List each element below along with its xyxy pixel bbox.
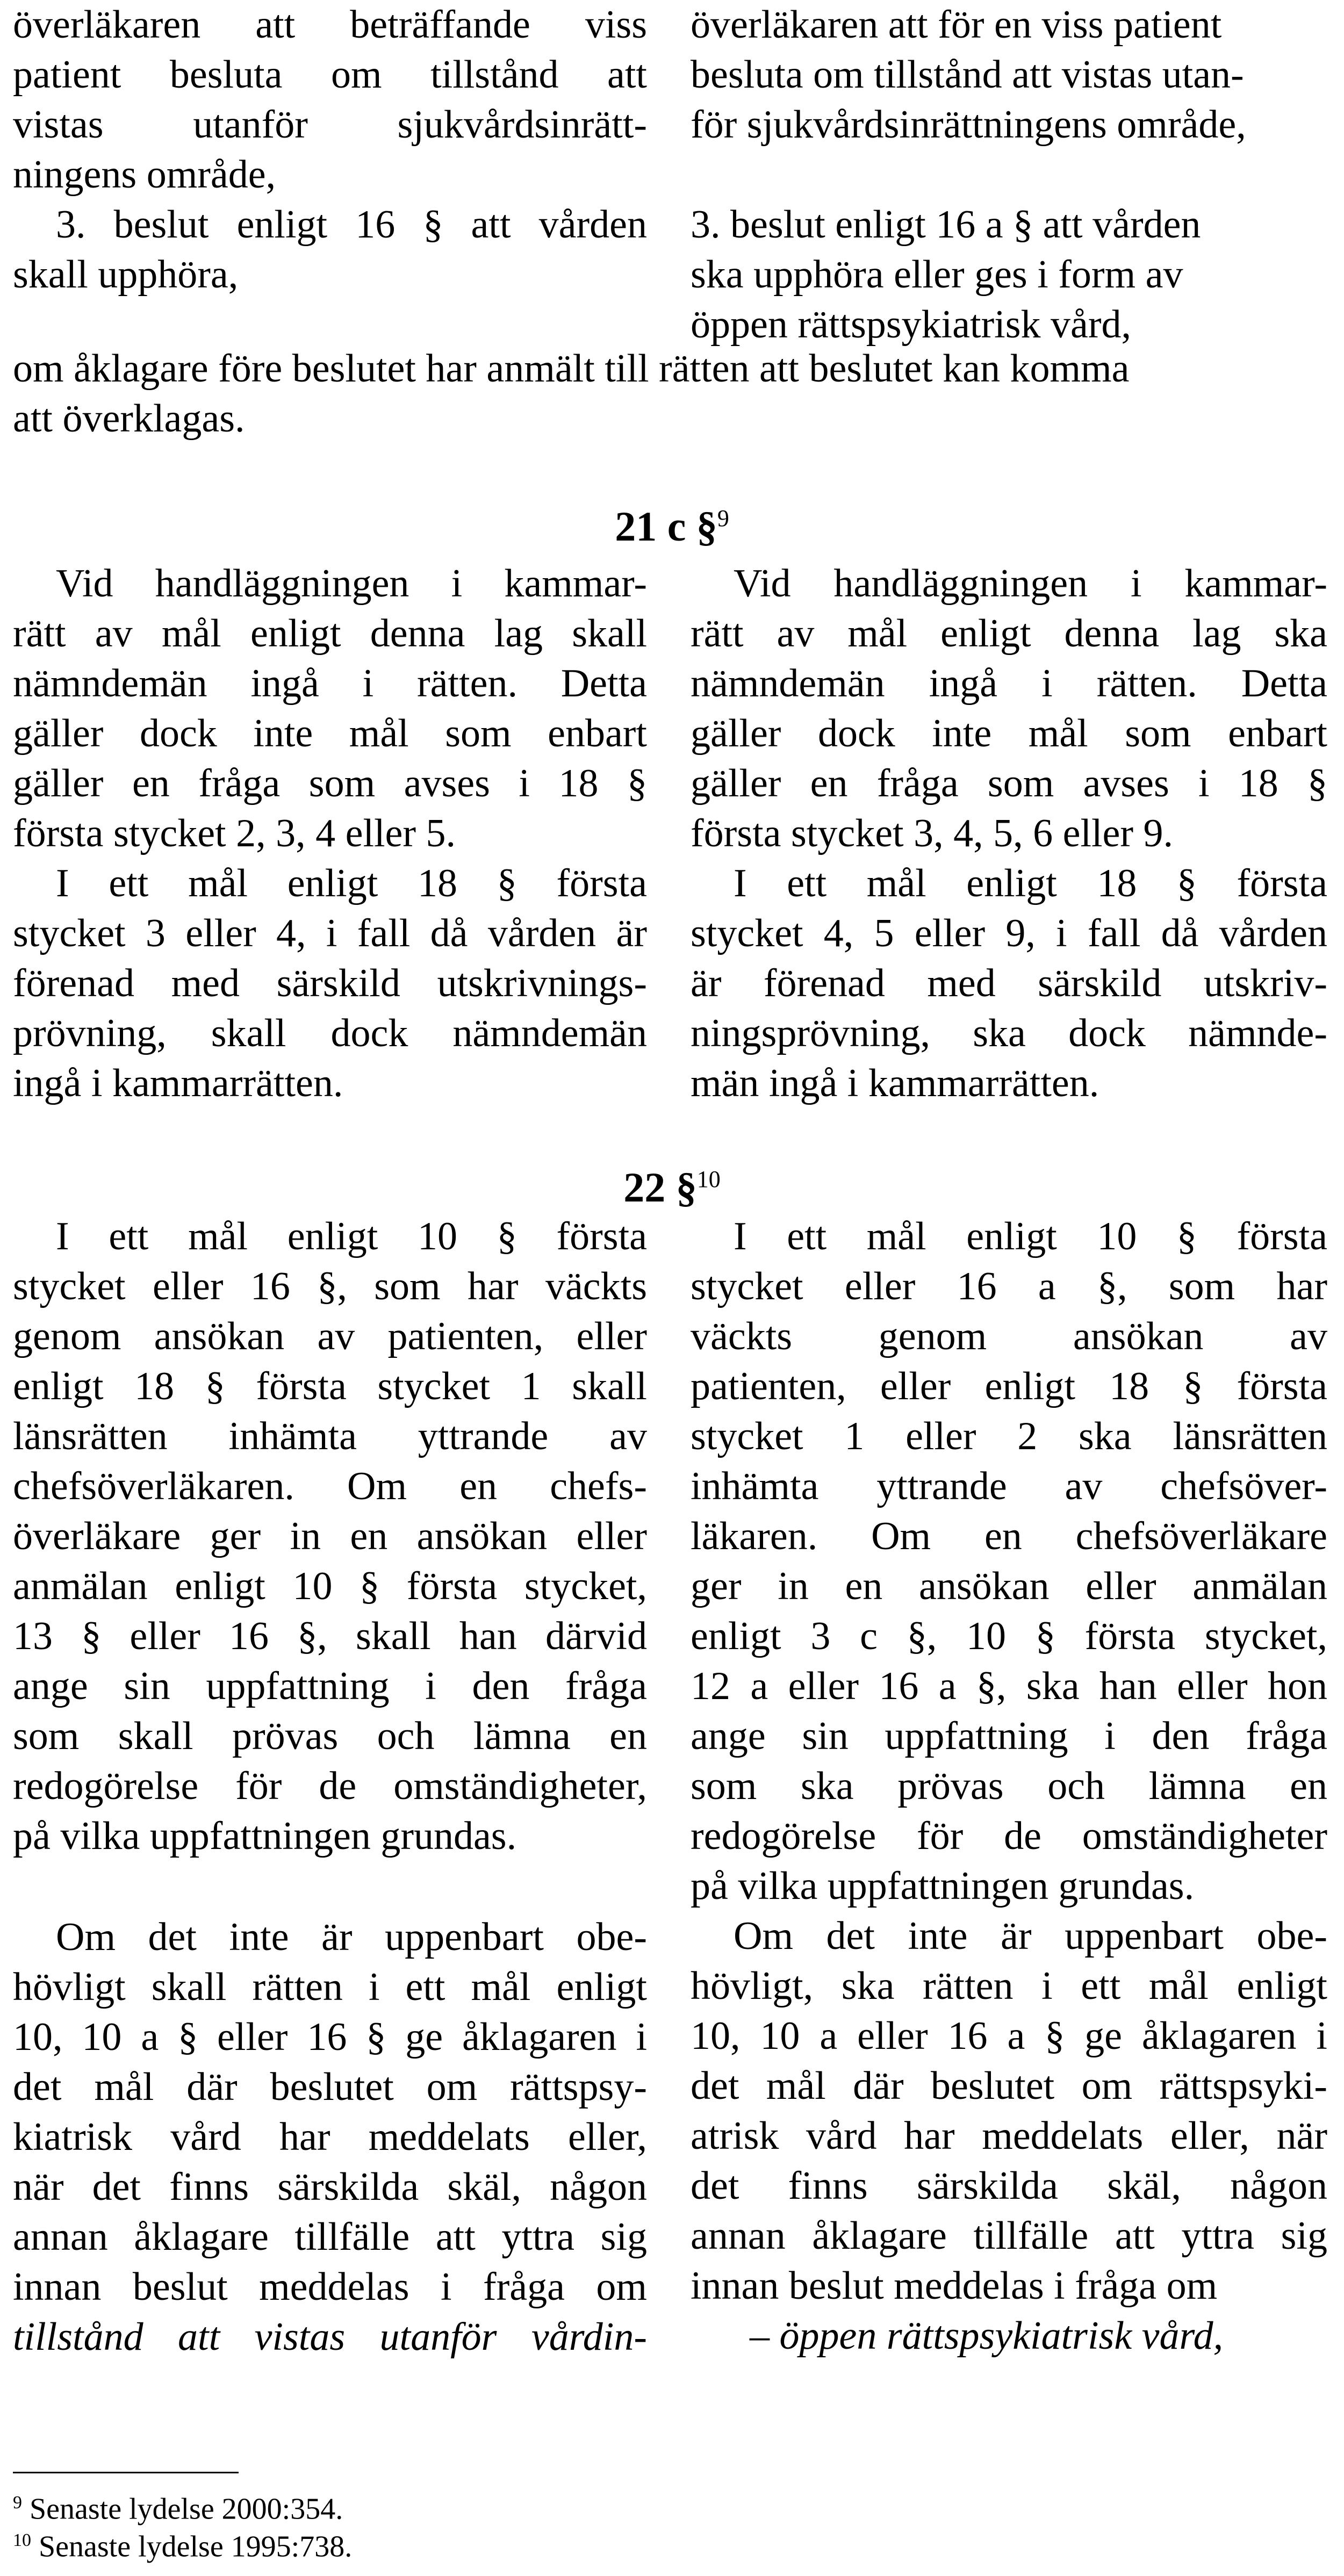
text-line: redogörelse för de omständigheter [691,1814,1327,1858]
text-line: män ingå i kammarrätten. [691,1061,1099,1105]
text-line: 3. beslut enligt 16 § att vården [56,203,647,247]
text-line: anmälan enligt 10 § första stycket, [13,1564,647,1608]
text-line: väckts genom ansökan av [691,1314,1327,1358]
text-line: Vid handläggningen i kammar- [734,562,1327,606]
footnote-text: Senaste lydelse 1995:738. [39,2530,353,2564]
text-line: hövligt skall rätten i ett mål enligt [13,1965,647,2009]
footnote-text: Senaste lydelse 2000:354. [30,2492,343,2526]
text-line: annan åklagare tillfälle att yttra sig [691,2214,1327,2258]
text-line: det mål där beslutet om rättspsy- [13,2065,647,2109]
text-line: rätt av mål enligt denna lag ska [691,611,1327,656]
text-line: gäller en fråga som avses i 18 § [13,761,647,805]
footnote-number: 9 [13,2493,22,2513]
text-line: att överklagas. [13,397,245,441]
section-heading-22 [0,1163,1344,1212]
text-line: I ett mål enligt 18 § första [734,861,1327,905]
text-line: läkaren. Om en chefsöverläkare [691,1514,1327,1558]
text-line: på vilka uppfattningen grundas. [691,1864,1195,1908]
text-line: gäller dock inte mål som enbart [13,711,647,755]
text-line: skall upphöra, [13,253,239,297]
text-line: stycket 4, 5 eller 9, i fall då vården [691,911,1327,955]
block1-full-width-text [13,344,1324,444]
text-line: överläkare ger in en ansökan eller [13,1514,647,1558]
text-line: länsrätten inhämta yttrande av [13,1414,647,1458]
text-line: innan beslut meddelas i fråga om [691,2264,1218,2308]
text-line: ingå i kammarrätten. [13,1061,343,1105]
section22-right-column [691,1212,1327,2361]
text-line: I ett mål enligt 10 § första [56,1214,647,1258]
text-line: ningsprövning, ska dock nämnde- [691,1011,1327,1055]
text-line: om åklagare före beslutet har anmält till rätten att beslutet kan komma [13,347,1130,391]
text-line: hövligt, ska rätten i ett mål enligt [691,1964,1327,2008]
text-line: besluta om tillstånd att vistas utan- [691,53,1244,97]
text-line: 3. beslut enligt 16 a § att vården [691,203,1201,247]
text-line: enligt 3 c §, 10 § första stycket, [691,1614,1327,1658]
text-line: tillstånd att vistas utanför vårdin- [13,2315,647,2359]
text-line: ange sin uppfattning i den fråga [691,1714,1327,1758]
text-line: stycket 1 eller 2 ska länsrätten [691,1414,1327,1458]
text-line: för sjukvårdsinrättningens område, [691,103,1246,147]
footnote [13,2523,352,2565]
text-line: rätt av mål enligt denna lag skall [13,611,647,656]
text-line: enligt 18 § första stycket 1 skall [13,1364,647,1408]
text-line: är förenad med särskild utskriv- [691,961,1327,1005]
footnote [13,2485,343,2527]
text-line: 10, 10 a § eller 16 § ge åklagaren i [13,2015,647,2059]
text-line: chefsöverläkaren. Om en chefs- [13,1464,647,1508]
text-line: patienten, eller enligt 18 § första [691,1364,1327,1408]
text-line: det finns särskilda skäl, någon [691,2164,1327,2208]
footnote-number: 10 [13,2530,31,2550]
text-line: ger in en ansökan eller anmälan [691,1564,1327,1608]
text-line: nämndemän ingå i rätten. Detta [691,661,1327,706]
text-line: prövning, skall dock nämndemän [13,1011,647,1055]
text-line: ska upphöra eller ges i form av [691,253,1183,297]
text-line: redogörelse för de omständigheter, [13,1764,647,1808]
section22-left-column [13,1212,647,2362]
block1-right-column [691,0,1327,350]
section-title: 21 c § [615,503,717,550]
text-line: första stycket 3, 4, 5, 6 eller 9. [691,811,1174,855]
text-line: genom ansökan av patienten, eller [13,1314,647,1358]
text-line: öppen rättspsykiatrisk vård, [691,303,1131,347]
text-line: när det finns särskilda skäl, någon [13,2165,647,2209]
section21c-left-column [13,559,647,1109]
text-line: första stycket 2, 3, 4 eller 5. [13,811,456,855]
text-line: stycket eller 16 §, som har väckts [13,1264,647,1308]
text-line: 12 a eller 16 a §, ska han eller hon [691,1664,1327,1708]
text-line: stycket eller 16 a §, som har [691,1264,1327,1308]
text-line: som ska prövas och lämna en [691,1764,1327,1808]
text-line: Om det inte är uppenbart obe- [734,1914,1327,1958]
text-line: gäller dock inte mål som enbart [691,711,1327,755]
footnote-ref: 9 [717,505,729,531]
text-line: atrisk vård har meddelats eller, när [691,2114,1327,2158]
text-line: I ett mål enligt 18 § första [56,861,647,905]
text-line: ange sin uppfattning i den fråga [13,1664,647,1708]
text-line: nämndemän ingå i rätten. Detta [13,661,647,706]
block1-left-column [13,0,647,300]
section-heading-21c [0,502,1344,551]
footnote-ref: 10 [696,1166,721,1192]
section21c-right-column [691,559,1327,1109]
text-line: överläkaren att beträffande viss [13,3,647,47]
text-line: patient besluta om tillstånd att [13,53,647,97]
text-line: Vid handläggningen i kammar- [56,562,647,606]
text-line: överläkaren att för en viss patient [691,3,1222,47]
text-line: förenad med särskild utskrivnings- [13,961,647,1005]
footnote-divider [13,2472,239,2473]
text-line: I ett mål enligt 10 § första [734,1214,1327,1258]
section-title: 22 § [623,1164,697,1211]
text-line: 10, 10 a eller 16 a § ge åklagaren i [691,2014,1327,2058]
text-line: innan beslut meddelas i fråga om [13,2265,647,2309]
text-line: 13 § eller 16 §, skall han därvid [13,1614,647,1658]
text-line: vistas utanför sjukvårdsinrätt- [13,103,647,147]
text-line: inhämta yttrande av chefsöver- [691,1464,1327,1508]
text-line: som skall prövas och lämna en [13,1714,647,1758]
text-line: annan åklagare tillfälle att yttra sig [13,2215,647,2259]
text-line: – öppen rättspsykiatrisk vård, [750,2314,1224,2358]
text-line: stycket 3 eller 4, i fall då vården är [13,911,647,955]
text-line: Om det inte är uppenbart obe- [56,1915,647,1959]
text-line: ningens område, [13,153,276,197]
text-line: på vilka uppfattningen grundas. [13,1814,517,1858]
text-line: kiatrisk vård har meddelats eller, [13,2115,647,2159]
text-line: det mål där beslutet om rättspsyki- [691,2064,1327,2108]
text-line: gäller en fråga som avses i 18 § [691,761,1327,805]
